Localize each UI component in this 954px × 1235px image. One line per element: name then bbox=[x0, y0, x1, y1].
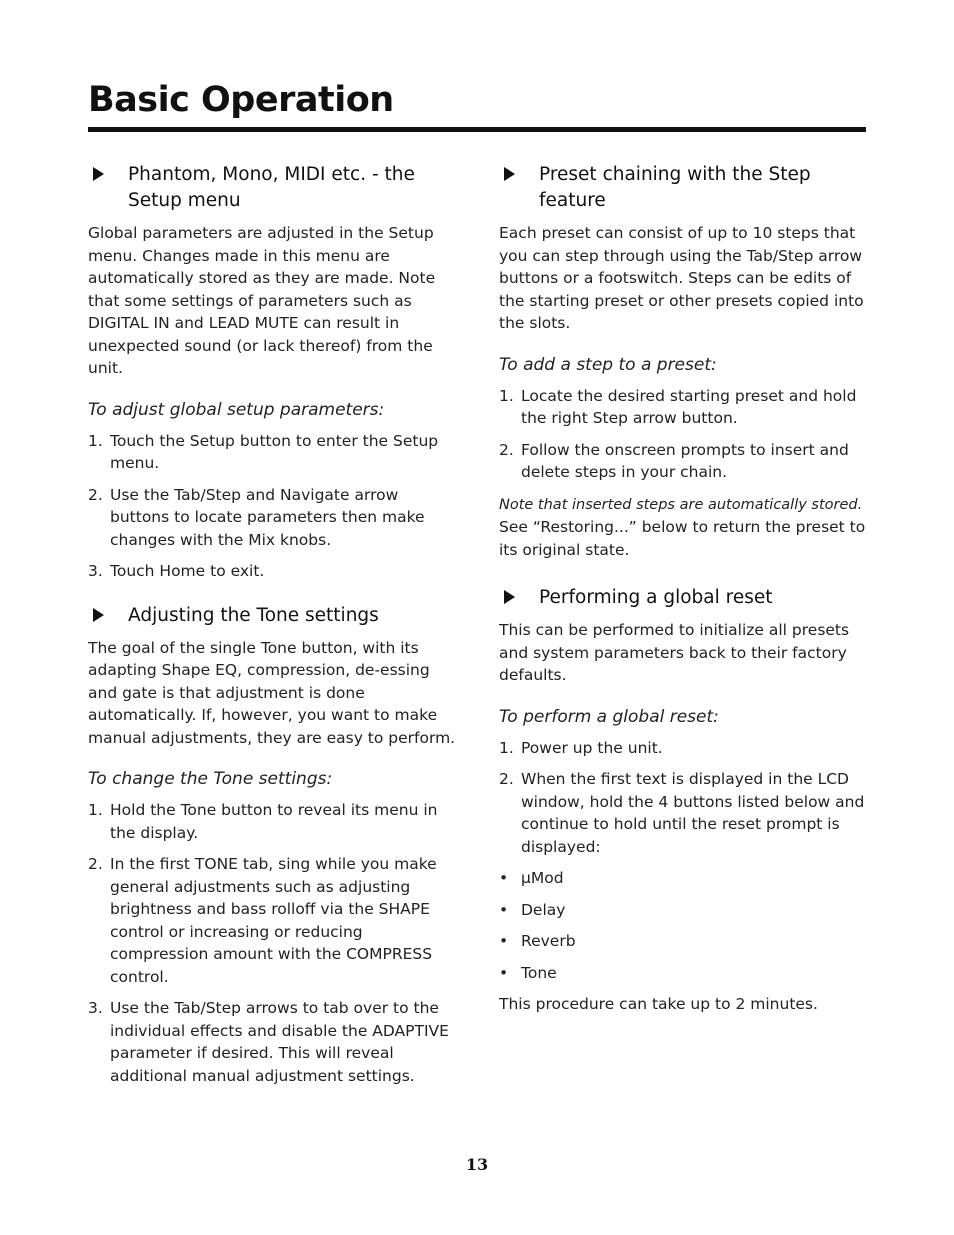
section-tone-settings bbox=[88, 603, 456, 1088]
step-text: Follow the onscreen prompts to insert and delete steps in your chain. bbox=[521, 440, 849, 481]
step-item bbox=[88, 430, 456, 475]
procedure-heading: To change the Tone settings: bbox=[88, 769, 333, 789]
right-column bbox=[499, 162, 867, 1036]
step-item bbox=[499, 737, 867, 760]
closing-paragraph: This procedure can take up to 2 minutes. bbox=[499, 995, 818, 1013]
section-global-reset bbox=[499, 585, 867, 1016]
step-text: Use the Tab/Step arrows to tab over to the individual effects and disable the ADAPTIVE parameter if desired. This will reveal additional manual adjustment settings. bbox=[110, 999, 449, 1085]
section-title-line-2: Setup menu bbox=[128, 190, 241, 211]
note-paragraph bbox=[499, 493, 867, 562]
step-item bbox=[88, 997, 456, 1087]
button-list bbox=[499, 867, 867, 984]
note-italic-text: Note that inserted steps are automatically stored. bbox=[499, 496, 863, 513]
section-title: Preset chaining with the Step feature bbox=[539, 164, 811, 211]
section-title: Performing a global reset bbox=[539, 587, 773, 608]
list-item-text: Reverb bbox=[521, 932, 576, 950]
triangle-bullet-icon bbox=[93, 167, 104, 181]
section-preset-chaining bbox=[499, 162, 867, 561]
step-text: Use the Tab/Step and Navigate arrow buttons to locate parameters then make changes with the Mix knobs. bbox=[110, 485, 425, 549]
step-number: 3. bbox=[88, 562, 103, 580]
list-item bbox=[499, 899, 867, 922]
step-list bbox=[88, 799, 456, 1087]
step-item bbox=[88, 560, 456, 583]
procedure-heading: To add a step to a preset: bbox=[499, 354, 717, 375]
section-title: Adjusting the Tone settings bbox=[128, 604, 379, 626]
step-item bbox=[499, 385, 867, 430]
section-heading bbox=[88, 162, 456, 214]
list-item-text: µMod bbox=[521, 869, 564, 887]
step-text: When the first text is displayed in the LCD window, hold the 4 buttons listed below and continue to hold until the reset prompt is displayed: bbox=[521, 770, 865, 856]
step-text: Hold the Tone button to reveal its menu in the display. bbox=[110, 801, 438, 842]
step-number: 2. bbox=[88, 485, 103, 504]
section-body: Global parameters are adjusted in the Setup menu. Changes made in this menu are automatically stored as they are made. Note that some settings of parameters such as DIGITAL IN and LEAD MUTE can result in unexpected sound (or lack thereof) from the unit. bbox=[88, 224, 436, 377]
step-number: 1. bbox=[499, 386, 514, 405]
list-item-text: Tone bbox=[521, 963, 557, 982]
section-body: This can be performed to initialize all presets and system parameters back to their factory defaults. bbox=[499, 621, 850, 684]
bullet-icon: • bbox=[499, 932, 509, 950]
bullet-icon: • bbox=[499, 963, 509, 982]
step-text: Touch Home to exit. bbox=[110, 562, 265, 580]
triangle-bullet-icon bbox=[93, 608, 104, 622]
section-heading bbox=[499, 162, 867, 214]
step-list bbox=[499, 385, 867, 484]
procedure-heading: To adjust global setup parameters: bbox=[88, 399, 385, 420]
procedure-heading: To perform a global reset: bbox=[499, 706, 719, 727]
title-rule bbox=[88, 127, 866, 132]
step-number: 1. bbox=[88, 801, 103, 819]
section-heading bbox=[88, 603, 456, 629]
page-number: 13 bbox=[465, 1155, 489, 1174]
section-body: The goal of the single Tone button, with its adapting Shape EQ, compression, de-essing and gate is that adjustment is done automatically. If, however, you want to make manual adjustments, they are easy to perform. bbox=[88, 638, 456, 747]
section-title bbox=[128, 162, 415, 214]
triangle-bullet-icon bbox=[504, 590, 515, 604]
step-item bbox=[88, 799, 456, 844]
list-item bbox=[499, 867, 867, 890]
step-item bbox=[499, 768, 867, 858]
step-list bbox=[499, 737, 867, 859]
page-title: Basic Operation bbox=[88, 80, 394, 120]
section-title-line-1: Phantom, Mono, MIDI etc. - the bbox=[128, 164, 415, 185]
step-text: Power up the unit. bbox=[521, 738, 663, 757]
step-number: 2. bbox=[88, 855, 103, 873]
section-setup-menu bbox=[88, 162, 456, 583]
step-item bbox=[88, 853, 456, 988]
left-column bbox=[88, 162, 456, 1107]
step-number: 1. bbox=[88, 431, 103, 450]
note-text: See “Restoring...” below to return the preset to its original state. bbox=[499, 518, 866, 559]
list-item bbox=[499, 930, 867, 953]
step-text: In the first TONE tab, sing while you make general adjustments such as adjusting brightness and bass rolloff via the SHAPE control or increasing or reducing compression amount with the COMPRESS control. bbox=[110, 855, 437, 986]
list-item bbox=[499, 962, 867, 985]
step-item bbox=[88, 484, 456, 552]
triangle-bullet-icon bbox=[504, 167, 515, 181]
step-number: 2. bbox=[499, 770, 514, 788]
step-text: Locate the desired starting preset and hold the right Step arrow button. bbox=[521, 386, 857, 427]
step-number: 3. bbox=[88, 999, 103, 1017]
step-item bbox=[499, 439, 867, 484]
step-number: 2. bbox=[499, 440, 514, 459]
step-text: Touch the Setup button to enter the Setup menu. bbox=[110, 431, 439, 472]
list-item-text: Delay bbox=[521, 900, 566, 919]
step-number: 1. bbox=[499, 738, 514, 757]
section-heading bbox=[499, 585, 867, 611]
section-body: Each preset can consist of up to 10 steps that you can step through using the Tab/Step arrow buttons or a footswitch. Steps can be edits of the starting preset or other presets copied into the slots. bbox=[499, 224, 864, 332]
bullet-icon: • bbox=[499, 900, 509, 919]
bullet-icon: • bbox=[499, 869, 509, 887]
step-list bbox=[88, 430, 456, 583]
